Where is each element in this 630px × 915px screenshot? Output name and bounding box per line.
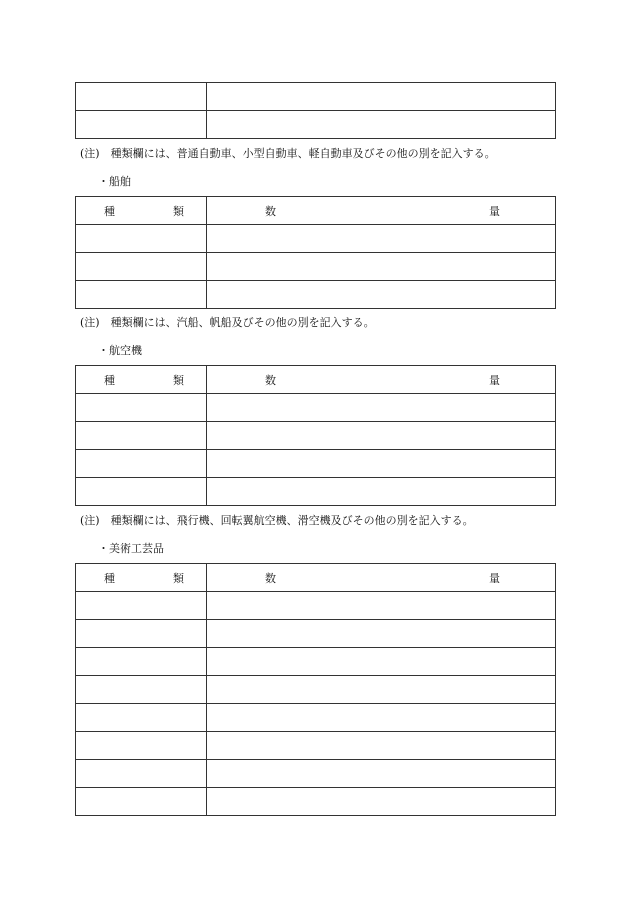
- quantity-cell[interactable]: [207, 620, 556, 648]
- kind-cell[interactable]: [76, 83, 207, 111]
- ships-note: (注) 種類欄には、汽船、帆船及びその他の別を記入する。: [80, 316, 375, 329]
- quantity-cell[interactable]: [207, 704, 556, 732]
- kind-cell[interactable]: [76, 225, 207, 253]
- kind-cell[interactable]: [76, 111, 207, 139]
- quantity-header: [207, 197, 556, 225]
- kind-header: [76, 366, 207, 394]
- table-header-row: [76, 366, 556, 394]
- quantity-cell[interactable]: [207, 648, 556, 676]
- quantity-header: [207, 366, 556, 394]
- art-table: [75, 563, 556, 816]
- quantity-header: [207, 564, 556, 592]
- table-row: [76, 592, 556, 620]
- ships-heading: ・船舶: [98, 175, 131, 188]
- quantity-cell[interactable]: [207, 394, 556, 422]
- quantity-header-char-2: 量: [489, 373, 500, 387]
- quantity-cell[interactable]: [207, 281, 556, 309]
- kind-cell[interactable]: [76, 422, 207, 450]
- quantity-header-char-2: 量: [489, 571, 500, 585]
- table-row: [76, 450, 556, 478]
- kind-header: [76, 564, 207, 592]
- quantity-cell[interactable]: [207, 422, 556, 450]
- kind-header: [76, 197, 207, 225]
- quantity-cell[interactable]: [207, 732, 556, 760]
- kind-cell[interactable]: [76, 788, 207, 816]
- quantity-cell[interactable]: [207, 592, 556, 620]
- kind-cell[interactable]: [76, 450, 207, 478]
- aircraft-heading: ・航空機: [98, 344, 142, 357]
- table-header-row: [76, 197, 556, 225]
- quantity-header-char-1: 数: [265, 204, 276, 218]
- quantity-cell[interactable]: [207, 83, 556, 111]
- table-row: [76, 111, 556, 139]
- art-heading: ・美術工芸品: [98, 542, 164, 555]
- table-row: [76, 760, 556, 788]
- kind-header-char-1: 種: [104, 571, 115, 585]
- ships-table: [75, 196, 556, 309]
- aircraft-table: [75, 365, 556, 506]
- kind-cell[interactable]: [76, 676, 207, 704]
- quantity-header-char-1: 数: [265, 571, 276, 585]
- quantity-header-char-1: 数: [265, 373, 276, 387]
- table-row: [76, 281, 556, 309]
- aircraft-note: (注) 種類欄には、飛行機、回転翼航空機、滑空機及びその他の別を記入する。: [80, 514, 474, 527]
- kind-cell[interactable]: [76, 732, 207, 760]
- table-row: [76, 253, 556, 281]
- kind-cell[interactable]: [76, 760, 207, 788]
- table-row: [76, 83, 556, 111]
- table-row: [76, 478, 556, 506]
- table-row: [76, 788, 556, 816]
- table-row: [76, 394, 556, 422]
- table-row: [76, 732, 556, 760]
- kind-header-char-1: 種: [104, 373, 115, 387]
- table-row: [76, 620, 556, 648]
- table-row: [76, 648, 556, 676]
- table-row: [76, 676, 556, 704]
- quantity-cell[interactable]: [207, 111, 556, 139]
- kind-cell[interactable]: [76, 394, 207, 422]
- kind-header-char-2: 類: [173, 571, 184, 585]
- quantity-cell[interactable]: [207, 478, 556, 506]
- quantity-cell[interactable]: [207, 225, 556, 253]
- quantity-cell[interactable]: [207, 760, 556, 788]
- kind-cell[interactable]: [76, 281, 207, 309]
- quantity-cell[interactable]: [207, 450, 556, 478]
- quantity-cell[interactable]: [207, 676, 556, 704]
- table-header-row: [76, 564, 556, 592]
- kind-cell[interactable]: [76, 648, 207, 676]
- kind-header-char-1: 種: [104, 204, 115, 218]
- kind-cell[interactable]: [76, 478, 207, 506]
- table-row: [76, 225, 556, 253]
- table-row: [76, 704, 556, 732]
- kind-header-char-2: 類: [173, 373, 184, 387]
- kind-cell[interactable]: [76, 592, 207, 620]
- table-row: [76, 422, 556, 450]
- vehicles-table: [75, 82, 556, 139]
- quantity-header-char-2: 量: [489, 204, 500, 218]
- vehicles-note: (注) 種類欄には、普通自動車、小型自動車、軽自動車及びその他の別を記入する。: [80, 147, 496, 160]
- kind-cell[interactable]: [76, 620, 207, 648]
- kind-cell[interactable]: [76, 253, 207, 281]
- quantity-cell[interactable]: [207, 253, 556, 281]
- kind-header-char-2: 類: [173, 204, 184, 218]
- kind-cell[interactable]: [76, 704, 207, 732]
- quantity-cell[interactable]: [207, 788, 556, 816]
